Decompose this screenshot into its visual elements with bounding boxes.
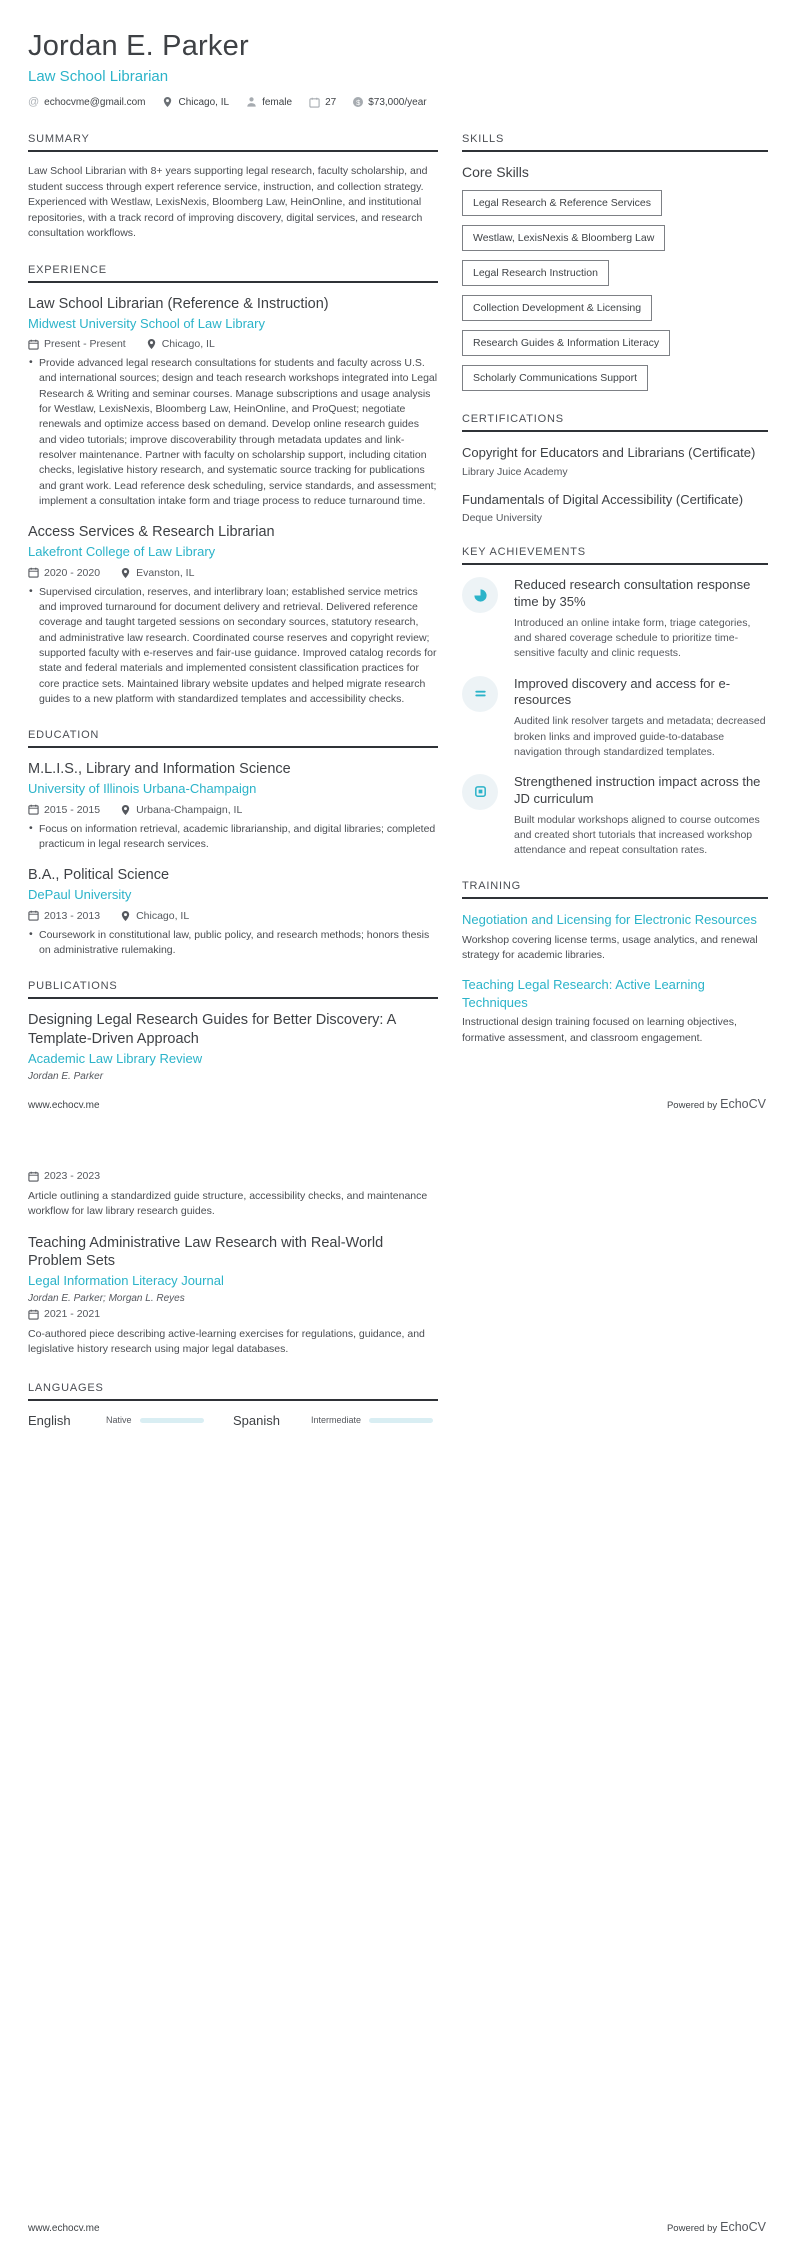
publications-heading: PUBLICATIONS [28,980,438,999]
language-level: Intermediate [311,1415,362,1426]
experience-entry [28,295,438,510]
calendar-icon [28,1309,39,1320]
language-entry [233,1413,438,1428]
achievement-title: Improved discovery and access for e-resources [514,675,731,708]
achievement-icon-circle [462,676,498,712]
education-bullet: • Focus on information retrieval, academic librarianship, and digital libraries; completed practicum in legal research services. [28,822,438,853]
education-location [120,910,189,922]
calendar-icon [28,339,39,350]
publication-entry [28,1234,438,1358]
job-bullet: • Supervised circulation, reserves, and interlibrary loan; established service metrics and improved turnaround for document delivery and retrieval. Delivered reference coverage and taught targeted sessions on secondary sources, statutory research, and administrative law research. Coordinated course reserves and copyright review; supported faculty with e-reserves and fair-use guidance. Improved catalog records for state and federal materials and implemented consistent classification practices for core practice sets. Maintained library website updates and helped migrate research guides to a new platform with standardized templates and accessibility checks. [28,585,438,708]
job-dates [28,567,100,579]
training-entry [462,976,768,1046]
skill-tag: Research Guides & Information Literacy [462,330,670,356]
publication-journal: Academic Law Library Review [28,1050,203,1066]
job-title-text: Law School Librarian (Reference & Instruction) [28,295,329,312]
language-entry [28,1413,233,1428]
chip-icon [473,784,488,799]
powered-by [667,2220,766,2234]
education-heading: EDUCATION [28,729,438,748]
publication-journal: Legal Information Literacy Journal [28,1272,224,1288]
section-summary [28,133,438,242]
location-pin-icon [162,96,173,108]
job-meta [28,567,438,579]
resume-header [28,30,766,108]
page-footer [28,1097,766,1111]
location-pin-icon [120,910,131,922]
person-icon [246,96,257,108]
skill-tag: Legal Research Instruction [462,260,609,286]
language-name: English [28,1412,71,1428]
achievement-entry [462,774,768,858]
language-proficiency-bar [369,1418,433,1423]
education-dates [28,910,100,922]
publication-dates-value: 2021 - 2021 [44,1308,101,1321]
publication-meta [28,1170,438,1182]
school: University of Illinois Urbana-Champaign [28,781,257,797]
experience-entry [28,523,438,707]
calendar-icon [28,910,39,921]
section-training [462,880,768,1046]
brand-name: EchoCV [720,2220,766,2234]
powered-by-prefix: Powered by [666,2223,718,2234]
achievement-title: Reduced research consultation response time by 35% [514,577,751,609]
contact-salary [353,97,426,108]
training-title: Teaching Legal Research: Active Learning Techniques [462,977,705,1010]
certification-title: Fundamentals of Digital Accessibility (Certificate) [462,491,744,507]
job-company: Midwest University School of Law Library [28,315,265,331]
education-location-value: Chicago, IL [136,909,190,922]
page-footer [28,2220,766,2234]
education-meta [28,804,438,816]
achievement-description: Built modular workshops aligned to course outcomes and created short tutorials that increased workshop attendance and repeat consultation rates. [514,813,760,857]
publication-description: Article outlining a standardized guide structure, accessibility checks, and maintenance workflow for law library research guides. [28,1190,428,1218]
job-dates-value: 2020 - 2020 [44,566,101,579]
powered-by-prefix: Powered by [666,1100,718,1111]
contact-email [28,96,145,108]
publication-description: Co-authored piece describing active-learning exercises for regulations, guidance, and legislative history research using major legal databases. [28,1328,425,1356]
job-location-value: Evanston, IL [136,566,195,579]
skills-group-title: Core Skills [462,164,529,180]
achievement-icon-circle [462,577,498,613]
job-meta [28,338,438,350]
job-dates-value: Present - Present [44,338,126,351]
job-dates [28,338,126,350]
contact-gender [246,96,292,108]
education-meta [28,910,438,922]
calendar-icon [28,804,39,815]
languages-row [28,1413,438,1428]
contact-gender-value: female [262,96,293,108]
achievement-icon-circle [462,774,498,810]
achievements-heading: KEY ACHIEVEMENTS [462,546,768,565]
job-title-text: Access Services & Research Librarian [28,524,275,541]
salary-icon: $ [353,97,363,107]
skill-tag: Westlaw, LexisNexis & Bloomberg Law [462,225,665,251]
publication-entry-continued [28,1170,438,1220]
education-location-value: Urbana-Champaign, IL [136,803,243,816]
certification-issuer: Library Juice Academy [462,465,568,478]
language-proficiency-bar [140,1418,204,1423]
publication-authors: Jordan E. Parker; Morgan L. Reyes [28,1293,185,1305]
equals-icon [473,686,488,701]
summary-text: Law School Librarian with 8+ years supporting legal research, faculty scholarship, and student success through expert reference service, instruction, and collection strategy. Experienced with Westlaw, LexisNexis, Bloomberg Law, HeinOnline, and institutional repositories, with a track record of improving discovery, digital services, and research consultation workflows. [28,165,428,240]
publication-entry [28,1011,438,1082]
skill-tag: Scholarly Communications Support [462,365,648,391]
achievement-description: Audited link resolver targets and metadata; decreased broken links and improved guide-to-database navigation through standardized templates. [514,715,766,758]
education-location [120,804,242,816]
email-icon: @ [28,96,40,108]
powered-by [667,1097,766,1111]
contact-age-value: 27 [325,96,337,108]
degree: B.A., Political Science [28,867,170,884]
training-entry [462,911,768,963]
candidate-name: Jordan E. Parker [28,30,249,62]
achievement-description: Introduced an online intake form, triage categories, and shared coverage schedule to prioritize time-sensitive faculty and clinic requests. [514,616,751,660]
location-pin-icon [120,567,131,579]
job-location [146,338,215,350]
contact-row [28,96,766,108]
contact-email-value: echocvme@gmail.com [44,96,146,108]
footer-site-url: www.echocv.me [28,2223,100,2234]
pie-chart-icon [473,588,488,603]
contact-location [162,96,229,108]
language-name: Spanish [233,1412,280,1428]
achievement-title: Strengthened instruction impact across the JD curriculum [514,773,761,806]
training-title: Negotiation and Licensing for Electronic Resources [462,912,757,928]
certification-entry [462,444,768,478]
training-heading: TRAINING [462,880,768,899]
training-description: Instructional design training focused on learning objectives, formative assessment, and classroom engagement. [462,1016,737,1044]
summary-heading: SUMMARY [28,133,438,152]
section-skills [462,133,768,391]
contact-age [309,97,336,108]
publication-dates-value: 2023 - 2023 [44,1170,101,1182]
achievement-entry [462,676,768,760]
achievement-entry [462,577,768,661]
contact-location-value: Chicago, IL [178,96,230,108]
languages-heading: LANGUAGES [28,1382,438,1401]
publication-dates [28,1170,100,1182]
education-entry [28,866,438,958]
skill-tag: Collection Development & Licensing [462,295,652,321]
certifications-heading: CERTIFICATIONS [462,413,768,432]
certification-title: Copyright for Educators and Librarians (Certificate) [462,445,756,460]
publication-dates [28,1308,100,1320]
skills-heading: SKILLS [462,133,768,152]
experience-heading: EXPERIENCE [28,264,438,283]
candidate-job-title: Law School Librarian [28,68,169,85]
publication-authors: Jordan E. Parker [28,1070,104,1082]
calendar-icon [28,1171,39,1182]
footer-site-url: www.echocv.me [28,1100,100,1111]
resume-page-2 [0,1123,794,2246]
section-languages [28,1382,438,1428]
location-pin-icon [146,338,157,350]
education-dates-value: 2013 - 2013 [44,909,101,922]
certification-issuer: Deque University [462,512,542,525]
contact-salary-value: $73,000/year [368,96,427,108]
job-bullet: • Provide advanced legal research consultations for students and faculty across U.S. and international sources; design and teach research workshops integrated into Legal Research & Writing and seminar courses. Manage subscriptions and usage analysis for Westlaw, LexisNexis, Bloomberg Law, HeinOnline, and ProQuest; negotiate renewals and optimize access based on demand. Develop online research guides and video tutorials; improve discoverability through metadata updates and link-resolver maintenance. Partner with faculty on scholarship support, including citation checks, legislative history research, and systematic source tracking for publications and grant work. Lead reference desk scheduling, service standards, and assessment; implement a consultation intake form and triage process to reduce turnaround time. [28,356,438,509]
publication-meta [28,1308,438,1320]
training-description: Workshop covering license terms, usage analytics, and renewal strategy for academic libraries. [462,933,758,962]
education-entry [28,760,438,852]
section-key-achievements [462,546,768,858]
calendar-icon [28,567,39,578]
brand-name: EchoCV [720,1097,766,1111]
calendar-icon [309,97,320,108]
skill-tag: Legal Research & Reference Services [462,190,662,216]
section-publications [28,980,438,1082]
language-level: Native [106,1415,132,1426]
education-dates [28,804,100,816]
education-bullet: • Coursework in constitutional law, public policy, and research methods; honors thesis on administrative rulemaking. [28,928,438,959]
publication-title: Teaching Administrative Law Research with Real-World Problem Sets [28,1234,384,1269]
job-company: Lakefront College of Law Library [28,544,216,560]
degree: M.L.I.S., Library and Information Science [28,761,291,778]
job-location [120,567,194,579]
section-education [28,729,438,958]
section-experience [28,264,438,708]
location-pin-icon [120,804,131,816]
section-certifications [462,413,768,524]
education-dates-value: 2015 - 2015 [44,803,101,816]
school: DePaul University [28,887,132,903]
job-location-value: Chicago, IL [161,338,215,351]
certification-entry [462,491,768,525]
publication-title: Designing Legal Research Guides for Better Discovery: A Template-Driven Approach [28,1012,396,1047]
